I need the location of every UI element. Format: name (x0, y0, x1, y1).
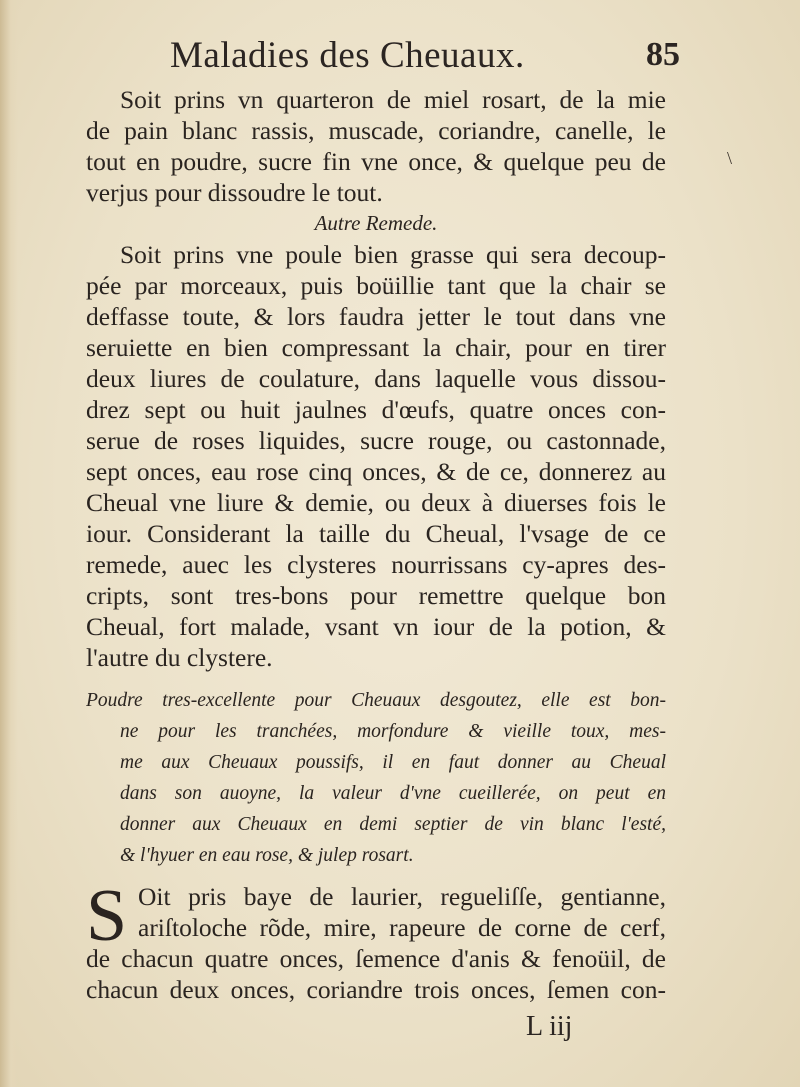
italic-line: me aux Cheuaux poussifs, il en faut donner au Cheual (120, 752, 666, 773)
italic-line: & l'hyuer en eau rose, & julep rosart. (120, 845, 414, 866)
text-line: Soit prins vne poule bien grasse qui sera decoup- (120, 240, 666, 269)
text-line: tout en poudre, sucre fin vne once, & quelque peu de (86, 147, 666, 176)
text-line: serue de roses liquides, sucre rouge, ou castonnade, (86, 426, 666, 455)
margin-mark: \ (727, 148, 733, 168)
first-recipe-paragraph (86, 84, 666, 239)
text-line: cripts, sont tres-bons pour remettre quelque bon (86, 581, 666, 610)
italic-line: donner aux Cheuaux en demi septier de vin blanc l'esté, (120, 814, 666, 835)
italic-line: ne pour les tranchées, morfondure & vieille toux, mes- (120, 721, 666, 742)
running-title: Maladies des Cheuaux. (170, 35, 525, 76)
page-number: 85 (646, 36, 680, 73)
second-recipe-paragraph (86, 239, 666, 673)
page-edge-shadow (0, 0, 18, 1087)
text-line: ariſtoloche rõde, mire, rapeure de corne de cerf, (138, 913, 666, 942)
text-line: de chacun quatre onces, ſemence d'anis & fenoüil, de (86, 944, 666, 973)
text-line: sept onces, eau rose cinq onces, & de ce, donnerez au (86, 457, 666, 486)
italic-line: Poudre tres-excellente pour Cheuaux desgoutez, elle est bon- (86, 690, 666, 711)
remedy-heading: Autre Remede. (314, 211, 438, 235)
text-line: pée par morceaux, puis boüillie tant que la chair se (86, 271, 666, 300)
text-line: chacun deux onces, coriandre trois onces, ſemen con- (86, 975, 666, 1004)
signature-mark: L iij (526, 1011, 573, 1042)
italic-line: dans son auoyne, la valeur d'vne cueillerée, on peut en (120, 783, 666, 804)
powder-recipe-paragraph (86, 875, 666, 1005)
text-line: l'autre du clystere. (86, 643, 273, 672)
page-header (170, 34, 690, 84)
text-line: Cheual, fort malade, vsant vn iour de la potion, & (86, 612, 666, 641)
powder-recipe-heading (86, 685, 666, 871)
text-line: Soit prins vn quarteron de miel rosart, de la mie (120, 85, 666, 114)
text-line: de pain blanc rassis, muscade, coriandre, canelle, le (86, 116, 666, 145)
text-line: verjus pour dissoudre le tout. (86, 178, 383, 207)
text-line: deux liures de coulature, dans laquelle vous dissou- (86, 364, 666, 393)
text-line: Cheual vne liure & demie, ou deux à diuerses fois le (86, 488, 666, 517)
text-line: deffasse toute, & lors faudra jetter le tout dans vne (86, 302, 666, 331)
text-line: iour. Considerant la taille du Cheual, l'vsage de ce (86, 519, 666, 548)
text-line: Oit pris baye de laurier, regueliſſe, gentianne, (138, 882, 666, 911)
drop-capital: S (86, 875, 128, 957)
text-line: remede, auec les clysteres nourrissans cy-apres des- (86, 550, 666, 579)
text-line: seruiette en bien compressant la chair, pour en tirer (86, 333, 666, 362)
text-line: drez sept ou huit jaulnes d'œufs, quatre onces con- (86, 395, 666, 424)
